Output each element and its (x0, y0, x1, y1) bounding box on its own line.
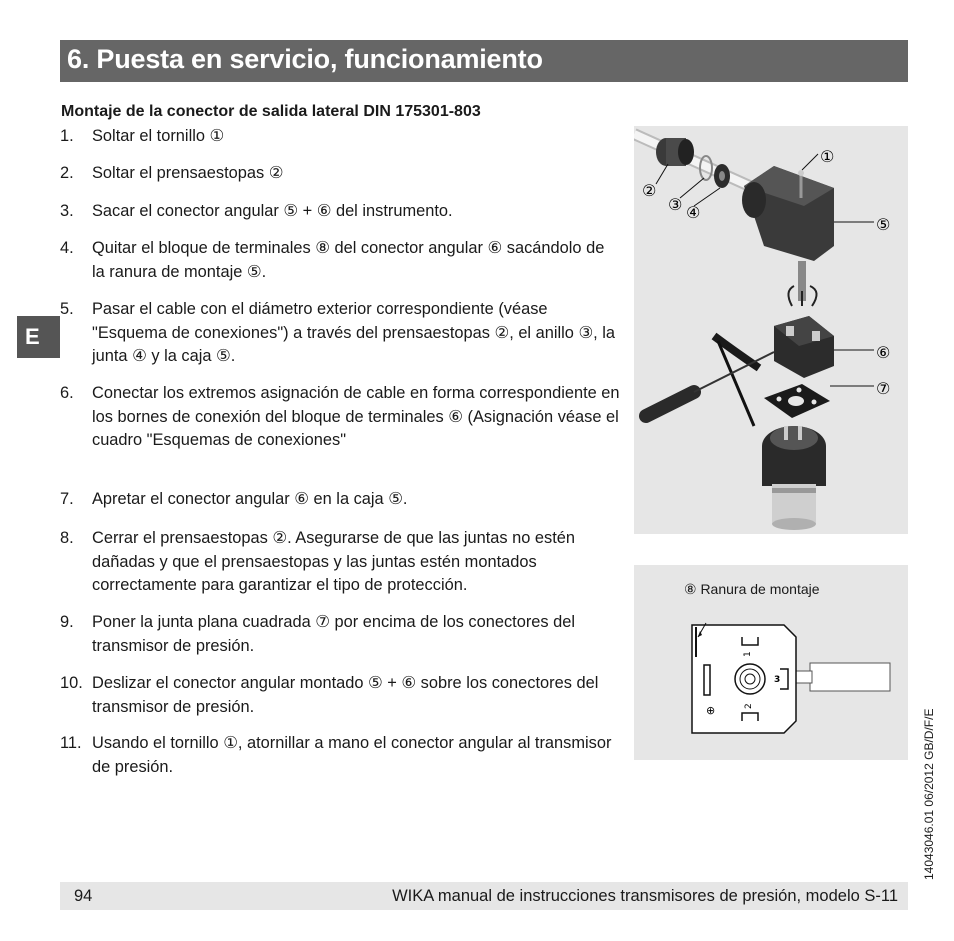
step-number: 5. (60, 300, 74, 318)
step-text: Soltar el prensaestopas ② (92, 164, 284, 182)
step-text: Cerrar el prensaestopas ②. Asegurarse de que las juntas no estén dañadas y que el prensaestopas y las juntas estén montados correctamente para garantizar el tipo de protección. (92, 529, 576, 594)
step-text: Pasar el cable con el diámetro exterior correspondiente (véase "Esquema de conexiones") a través del prensaestopas ②, el anillo ③, la junta ④ y la caja ⑤. (92, 300, 616, 365)
step-number: 1. (60, 127, 74, 145)
document-code: 14043046.01 06/2012 GB/D/F/E (922, 708, 936, 880)
mounting-slot-figure (634, 565, 908, 760)
angle-connector-housing (742, 166, 834, 261)
step-number: 4. (60, 239, 74, 257)
screwdriver (646, 336, 774, 426)
callout-2: ② (642, 181, 657, 200)
mounting-slot-label: ⑧ Ranura de montaje (684, 581, 820, 597)
step-number: 11. (60, 734, 82, 752)
language-tab-label: E (25, 324, 40, 349)
step-text: Usando el tornillo ①, atornillar a mano el conector angular al transmisor de presión. (92, 734, 612, 776)
section-heading: Montaje de la conector de salida lateral DIN 175301-803 (61, 103, 481, 120)
step-number: 6. (60, 384, 74, 402)
callout-5: ⑤ (876, 215, 891, 234)
step-number: 2. (60, 164, 74, 182)
callout-4: ④ (686, 203, 701, 222)
step-number: 9. (60, 613, 74, 631)
ground-symbol: ⊕ (706, 704, 716, 717)
step-text: Deslizar el conector angular montado ⑤ + ⑥ sobre los conectores del transmisor de presión. (92, 674, 599, 716)
pin-1-label: 1 (743, 651, 753, 657)
footer-text: WIKA manual de instrucciones transmisores de presión, modelo S-11 (392, 887, 898, 905)
step-text: Quitar el bloque de terminales ⑧ del conector angular ⑥ sacándolo de la ranura de montaje ⑤. (92, 239, 605, 281)
cable-gland (656, 138, 694, 166)
language-tab (17, 316, 60, 358)
step-text: Conectar los extremos asignación de cable en forma correspondiente en los bornes de conexión del bloque de terminales ⑥ (Asignación véase el cuadro "Esquemas de conexiones" (92, 384, 620, 449)
step-text: Apretar el conector angular ⑥ en la caja ⑤. (92, 490, 408, 508)
step-number: 3. (60, 202, 74, 220)
callout-6: ⑥ (876, 343, 891, 362)
step-number: 10. (60, 674, 83, 692)
section-title-bar (60, 40, 908, 82)
page-number: 94 (74, 887, 93, 905)
pin-3-label: 3 (774, 675, 781, 685)
callout-3: ③ (668, 195, 683, 214)
step-number: 8. (60, 529, 74, 547)
step-text: Sacar el conector angular ⑤ + ⑥ del instrumento. (92, 202, 453, 220)
pressure-transmitter (762, 426, 826, 530)
connector-exploded-figure (634, 126, 908, 534)
pin-2-label: 2 (744, 703, 754, 709)
step-text: Poner la junta plana cuadrada ⑦ por encima de los conectores del transmisor de presión. (92, 613, 576, 655)
terminal-block-schematic (634, 565, 908, 760)
connector-exploded-illustration (634, 126, 908, 534)
flat-gasket (764, 384, 830, 418)
page-footer (60, 882, 908, 910)
page-title: 6. Puesta en servicio, funcionamiento (67, 44, 543, 74)
callout-1: ① (820, 147, 835, 166)
step-text: Soltar el tornillo ① (92, 127, 225, 145)
callout-7: ⑦ (876, 379, 891, 398)
terminal-block (774, 316, 834, 378)
step-number: 7. (60, 490, 74, 508)
